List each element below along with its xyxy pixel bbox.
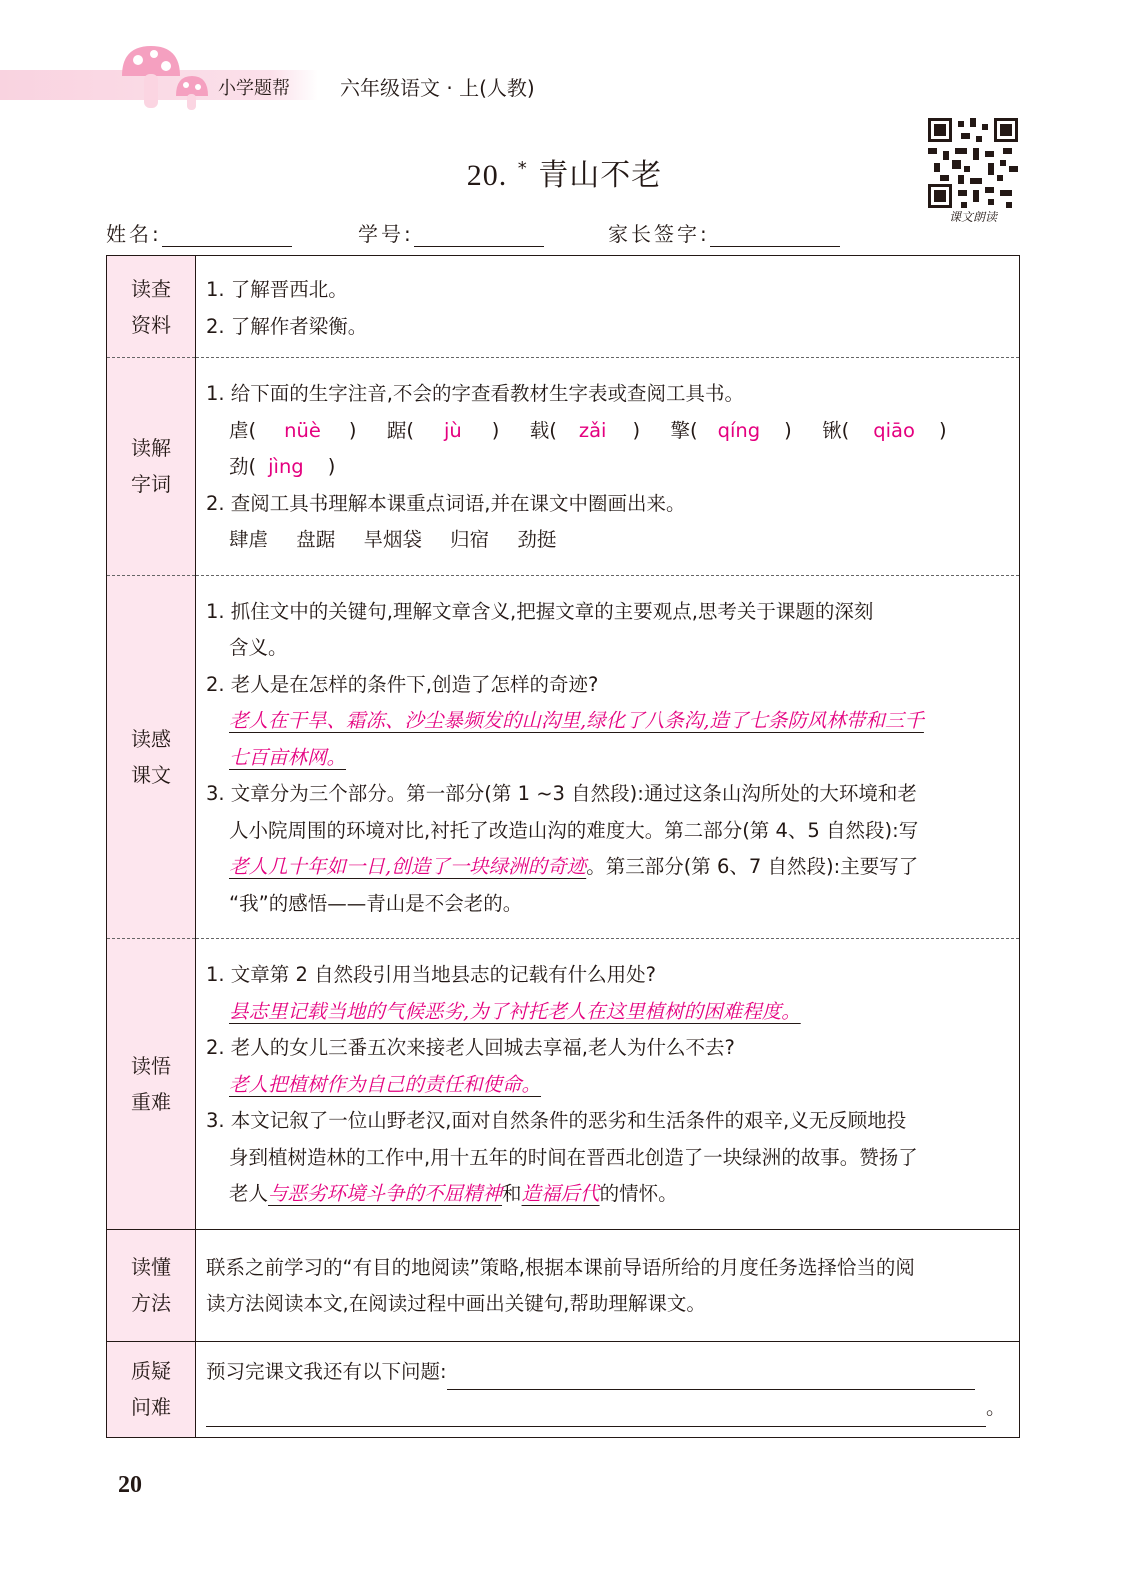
pinyin-item (822, 419, 946, 442)
section-method (107, 1229, 1020, 1341)
question: 3. 文章分为三个部分。第一部分(第 1 ~3 自然段):通过这条山沟所处的大环境和老 (206, 782, 917, 805)
char: 踞( (386, 418, 414, 442)
name-label: 姓名: (106, 222, 162, 246)
answer-text: 老人在干旱、霜冻、沙尘暴频发的山沟里,绿化了八条沟,造了七条防风林带和三千 (229, 709, 924, 732)
question: 2. 查阅工具书理解本课重点词语,并在课文中圈画出来。 (206, 491, 686, 515)
page-number: 20 (118, 1472, 142, 1498)
name-blank[interactable] (162, 226, 292, 247)
word-list (206, 522, 1009, 559)
pinyin-answer: jù (443, 418, 462, 442)
pinyin-row (206, 449, 1009, 486)
paren: ) (491, 418, 500, 442)
question-text: 老人 (229, 1182, 269, 1205)
question: 2. 老人的女儿三番五次来接老人回城去享福,老人为什么不去? (206, 1036, 735, 1059)
question: 1. 抓住文中的关键句,理解文章含义,把握文章的主要观点,思考关于课题的深刻 (206, 599, 874, 623)
label-line: 读懂 (131, 1255, 171, 1279)
pinyin-row (206, 413, 1009, 450)
question-text: 和 (502, 1182, 522, 1205)
section-content (196, 358, 1020, 576)
lesson-title: 青山不老 (538, 158, 663, 193)
section-research (107, 256, 1020, 358)
question-cont: “我”的感悟——青山是不会老的。 (229, 891, 523, 915)
answer-blank[interactable] (206, 1404, 986, 1427)
question: 1. 了解晋西北。 (206, 278, 348, 301)
answer-blank[interactable] (447, 1367, 975, 1390)
key-word: 旱烟袋 (363, 528, 422, 551)
label-line: 字词 (131, 472, 171, 497)
key-word: 劲挺 (517, 528, 557, 551)
section-label (107, 1229, 196, 1341)
key-word: 盘踞 (296, 528, 336, 551)
answer (206, 994, 1009, 1031)
mushroom-logo-icon (118, 42, 218, 112)
section-content (196, 256, 1020, 358)
parent-signature-blank[interactable] (710, 226, 840, 247)
label-line: 方法 (131, 1291, 171, 1315)
question: 1. 文章第 2 自然段引用当地县志的记载有什么用处? (206, 963, 656, 986)
pinyin-item (229, 419, 356, 442)
pinyin-answer: qiāo (873, 418, 915, 442)
answer-line (206, 1390, 1009, 1427)
label-line: 重难 (131, 1089, 171, 1114)
char: 锹( (822, 418, 850, 442)
label-line: 读感 (131, 726, 171, 751)
question-cont: 人小院周围的环境对比,衬托了改造山沟的难度大。第二部分(第 4、5 自然段):写 (229, 818, 919, 842)
question-cont: 身到植树造林的工作中,用十五年的时间在晋西北创造了一块绿洲的故事。赞扬了 (229, 1145, 918, 1169)
label-line: 读查 (131, 276, 171, 301)
char: 劲( (229, 455, 257, 478)
key-word: 肆虐 (229, 528, 269, 551)
method-text: 读方法阅读本文,在阅读过程中画出关键句,帮助理解课文。 (206, 1292, 706, 1315)
label-line: 质疑 (131, 1359, 171, 1383)
answer-text: 与恶劣环境斗争的不屈精神 (268, 1182, 503, 1205)
section-key-points (107, 939, 1020, 1230)
section-content (196, 939, 1020, 1230)
key-word: 归宿 (450, 528, 490, 551)
label-line: 资料 (131, 312, 171, 337)
paren: ) (327, 455, 336, 478)
parent-signature-label: 家长签字: (608, 222, 710, 246)
char: 虐( (229, 418, 257, 442)
answer (206, 740, 1009, 777)
section-label (107, 1341, 196, 1437)
lesson-number: 20. (466, 159, 508, 192)
char: 擎( (670, 418, 698, 442)
section-comprehension (107, 575, 1020, 939)
preview-table (106, 255, 1020, 1438)
pinyin-item (670, 419, 791, 442)
method-text: 联系之前学习的“有目的地阅读”策略,根据本课前导语所给的月度任务选择恰当的阅 (206, 1255, 915, 1279)
name-field[interactable] (106, 218, 292, 247)
label-line: 读解 (131, 436, 171, 461)
answer-text: 七百亩林网。 (229, 745, 347, 769)
section-label (107, 256, 196, 358)
section-content (196, 1341, 1020, 1437)
student-number-label: 学号: (358, 222, 414, 246)
question-text: 的情怀。 (599, 1182, 678, 1205)
parent-signature-field[interactable] (608, 218, 840, 247)
period: 。 (986, 1396, 1006, 1419)
label-line: 课文 (131, 762, 171, 787)
answer-text: 造福后代 (521, 1182, 600, 1205)
pinyin-answer: nüè (284, 418, 321, 442)
answer (206, 703, 1009, 740)
student-number-field[interactable] (358, 218, 544, 247)
prompt-text: 预习完课文我还有以下问题: (206, 1359, 447, 1383)
section-label (107, 575, 196, 939)
question-cont (206, 1176, 1009, 1213)
paren: ) (632, 418, 641, 442)
pinyin-item (530, 419, 640, 442)
question: 3. 本文记叙了一位山野老汉,面对自然条件的恶劣和生活条件的艰辛,义无反顾地投 (206, 1109, 907, 1132)
section-questions (107, 1341, 1020, 1437)
answer-text: 老人几十年如一日,创造了一块绿洲的奇迹 (229, 855, 587, 878)
paren: ) (784, 418, 792, 442)
label-line: 问难 (131, 1395, 171, 1419)
question-text: 。第三部分(第 6、7 自然段):主要写了 (586, 855, 919, 878)
question: 2. 老人是在怎样的条件下,创造了怎样的奇迹? (206, 672, 599, 696)
question: 1. 给下面的生字注音,不会的字查看教材生字表或查阅工具书。 (206, 382, 745, 405)
book-title: 六年级语文 · 上(人教) (340, 76, 535, 100)
question-cont (206, 849, 1009, 886)
optional-mark: * (517, 158, 528, 179)
label-line: 读悟 (131, 1053, 171, 1078)
pinyin-item (229, 455, 335, 478)
section-content (196, 1229, 1020, 1341)
answer-text: 老人把植树作为自己的责任和使命。 (229, 1072, 542, 1096)
answer-text: 县志里记载当地的气候恶劣,为了衬托老人在这里植树的困难程度。 (229, 999, 801, 1023)
question-cont: 含义。 (229, 636, 288, 659)
paren: ) (938, 418, 947, 442)
section-content (196, 575, 1020, 939)
pinyin-answer: zǎi (578, 418, 607, 442)
student-number-blank[interactable] (414, 226, 544, 247)
pinyin-answer: qíng (717, 418, 761, 442)
char: 载( (529, 418, 557, 442)
section-label (107, 939, 196, 1230)
question-prompt (206, 1354, 1009, 1391)
question: 2. 了解作者梁衡。 (206, 314, 368, 338)
brand-label: 小学题帮 (218, 78, 290, 99)
section-vocabulary (107, 358, 1020, 576)
qr-caption: 课文朗读 (948, 210, 997, 224)
section-label (107, 358, 196, 576)
answer (206, 1067, 1009, 1104)
qr-code-icon[interactable] (928, 118, 1018, 208)
pinyin-item (387, 419, 500, 442)
paren: ) (348, 418, 357, 442)
pinyin-answer: jìng (268, 455, 304, 478)
